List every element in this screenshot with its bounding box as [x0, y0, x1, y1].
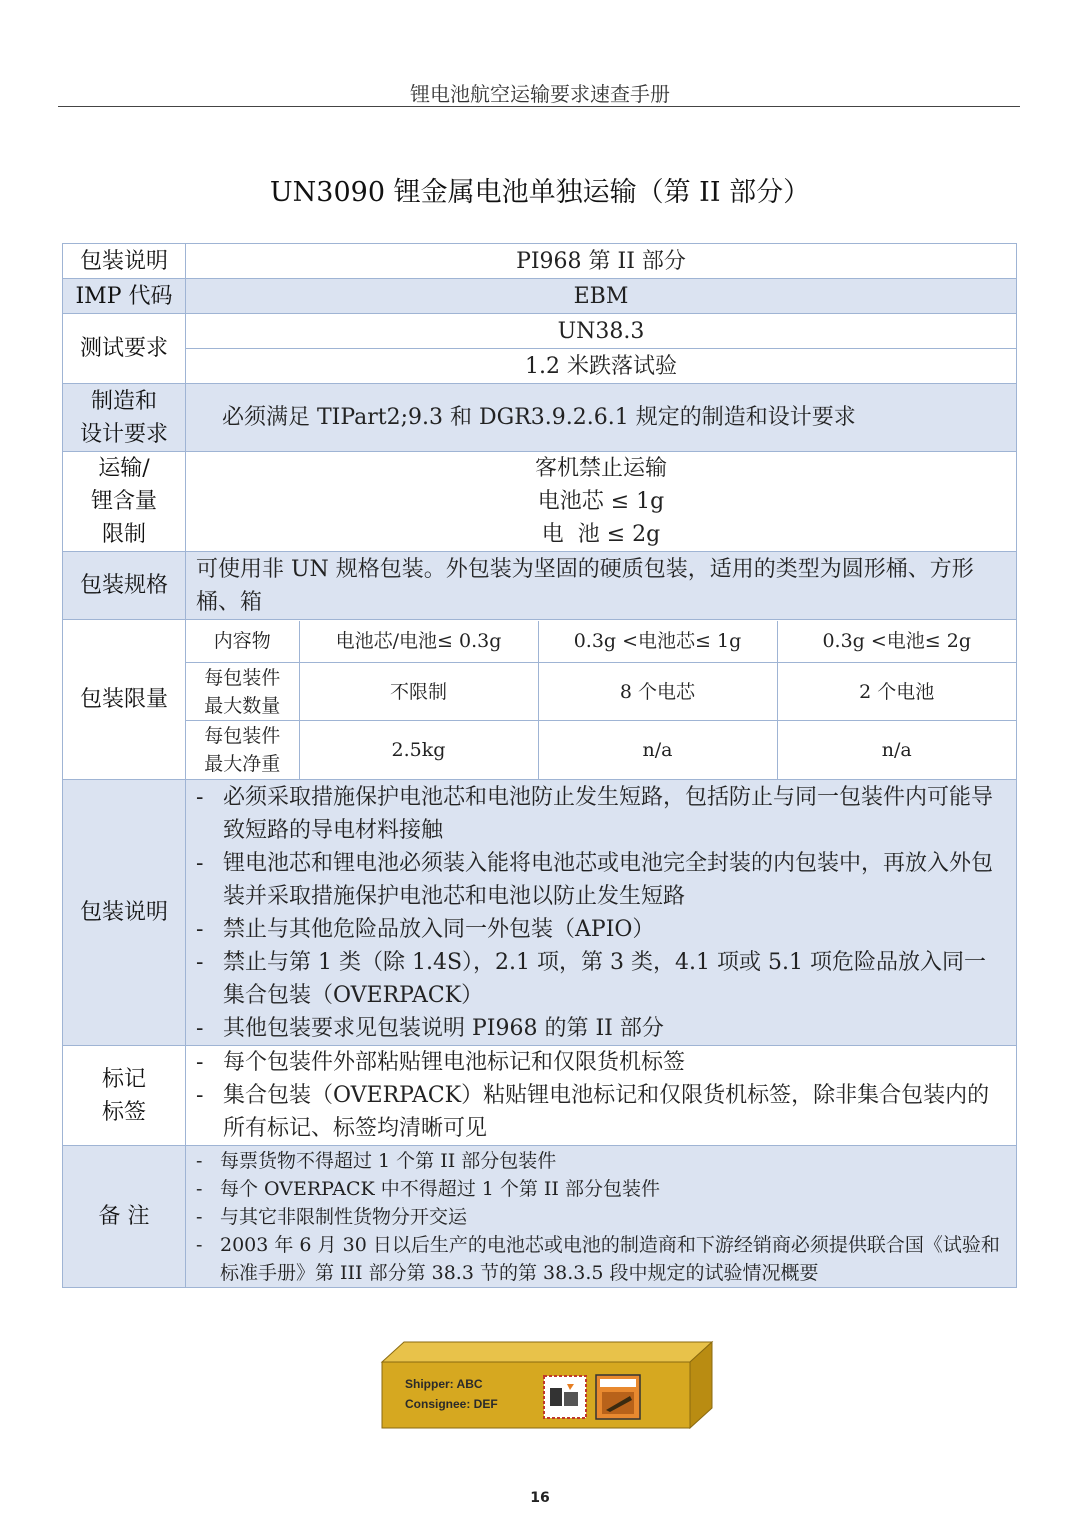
marks-item: - 每个包装件外部粘贴锂电池标记和仅限货机标签 [196, 1046, 1004, 1079]
header-divider [58, 106, 1020, 107]
remarks-list [186, 1147, 1016, 1287]
pack-note-item: - 禁止与其他危险品放入同一外包装（APIO） [196, 913, 1004, 946]
package-box-illustration [378, 1340, 714, 1432]
pack-limit-header-content: 内容物 [186, 621, 299, 663]
manufacture-value: 必须满足 TIPart2;9.3 和 DGR3.9.2.6.1 规定的制造和设计要求 [186, 384, 1017, 452]
manufacture-label-line1: 制造和 [90, 388, 157, 414]
transport-passenger-prohibited: 客机禁止运输 [534, 456, 667, 481]
pack-limit-table [186, 621, 1016, 779]
page-number: 16 [530, 1490, 550, 1506]
transport-label-line1: 运输/ [98, 456, 150, 481]
transport-limit-values [186, 452, 1017, 552]
page-title: UN3090 锂金属电池单独运输（第 II 部分） [269, 177, 811, 208]
pack-limit-header-col1: 电池芯/电池≤ 0.3g [299, 621, 538, 663]
remarks-cell [186, 1146, 1017, 1288]
pack-limit-cell [186, 620, 1017, 780]
test-requirement-un383: UN38.3 [186, 314, 1017, 349]
row-label-pack-spec: 包装规格 [63, 552, 186, 620]
pack-limit-header-col3: 0.3g <电池≤ 2g [777, 621, 1016, 663]
transport-cell-limit: 电池芯 ≤ 1g [537, 489, 665, 514]
pack-limit-weight-col1: 2.5kg [299, 721, 538, 779]
weight-label-line1: 每包装件 [204, 724, 281, 747]
weight-label-line2: 最大净重 [204, 752, 281, 775]
row-label-packing-instruction: 包装说明 [63, 244, 186, 279]
pack-spec-value: 可使用非 UN 规格包装。外包装为坚固的硬质包装，适用的类型为圆形桶、方形桶、箱 [186, 552, 1017, 620]
pack-limit-qty-col1: 不限制 [299, 663, 538, 721]
pack-note-item: - 禁止与第 1 类（除 1.4S），2.1 项，第 3 类，4.1 项或 5.1 项危险品放入同一集合包装（OVERPACK） [196, 946, 1004, 1012]
row-label-marks [63, 1046, 186, 1146]
pack-notes-cell [186, 780, 1017, 1046]
pack-limit-weight-col2: n/a [538, 721, 777, 779]
box-consignee-text: Consignee: DEF [405, 1397, 498, 1411]
row-label-test-requirement: 测试要求 [63, 314, 186, 384]
cargo-aircraft-only-label-icon [596, 1375, 640, 1419]
marks-list [186, 1046, 1016, 1145]
regulation-table [62, 243, 1017, 1288]
marks-cell [186, 1046, 1017, 1146]
remark-item: - 每票货物不得超过 1 个第 II 部分包装件 [196, 1147, 1004, 1175]
pack-limit-header-col2: 0.3g <电池芯≤ 1g [538, 621, 777, 663]
remark-item: - 与其它非限制性货物分开交运 [196, 1203, 1004, 1231]
qty-label-line2: 最大数量 [204, 694, 281, 717]
marks-label-line1: 标记 [101, 1066, 146, 1092]
test-requirement-drop: 1.2 米跌落试验 [186, 349, 1017, 384]
manufacture-label-line2: 设计要求 [79, 421, 168, 447]
remark-item: - 每个 OVERPACK 中不得超过 1 个第 II 部分包装件 [196, 1175, 1004, 1203]
pack-note-item: - 必须采取措施保护电池芯和电池防止发生短路，包括防止与同一包装件内可能导致短路的导电材料接触 [196, 781, 1004, 847]
pack-limit-row-qty-label [186, 663, 299, 721]
marks-label-line2: 标签 [101, 1099, 146, 1125]
transport-label-line3: 限制 [101, 522, 146, 547]
box-shipper-text: Shipper: ABC [405, 1377, 483, 1391]
imp-code-value: EBM [186, 279, 1017, 314]
pack-limit-row-weight-label [186, 721, 299, 779]
marks-item: - 集合包装（OVERPACK）粘贴锂电池标记和仅限货机标签，除非集合包装内的所有标记、标签均清晰可见 [196, 1079, 1004, 1145]
header-title: 锂电池航空运输要求速查手册 [410, 82, 670, 106]
pack-limit-qty-col3: 2 个电池 [777, 663, 1016, 721]
transport-label-line2: 锂含量 [90, 489, 157, 514]
qty-label-line1: 每包装件 [204, 666, 281, 689]
lithium-battery-mark-icon [544, 1376, 586, 1418]
row-label-remarks: 备 注 [63, 1146, 186, 1288]
pack-limit-weight-col3: n/a [777, 721, 1016, 779]
row-label-pack-limit: 包装限量 [63, 620, 186, 780]
pack-note-item: - 锂电池芯和锂电池必须装入能将电池芯或电池完全封装的内包装中，再放入外包装并采取措施保护电池芯和电池以防止发生短路 [196, 847, 1004, 913]
row-label-manufacture [63, 384, 186, 452]
transport-battery-limit: 电 池 ≤ 2g [541, 522, 661, 547]
packing-instruction-value: PI968 第 II 部分 [186, 244, 1017, 279]
pack-note-item: - 其他包装要求见包装说明 PI968 的第 II 部分 [196, 1012, 1004, 1045]
row-label-transport-limit [63, 452, 186, 552]
pack-limit-qty-col2: 8 个电芯 [538, 663, 777, 721]
row-label-imp-code: IMP 代码 [63, 279, 186, 314]
remark-item: - 2003 年 6 月 30 日以后生产的电池芯或电池的制造商和下游经销商必须提供联合国《试验和标准手册》第 III 部分第 38.3 节的第 38.3.5 段中规定的试验情况概要 [196, 1231, 1004, 1287]
pack-notes-list [186, 781, 1016, 1045]
row-label-pack-notes: 包装说明 [63, 780, 186, 1046]
